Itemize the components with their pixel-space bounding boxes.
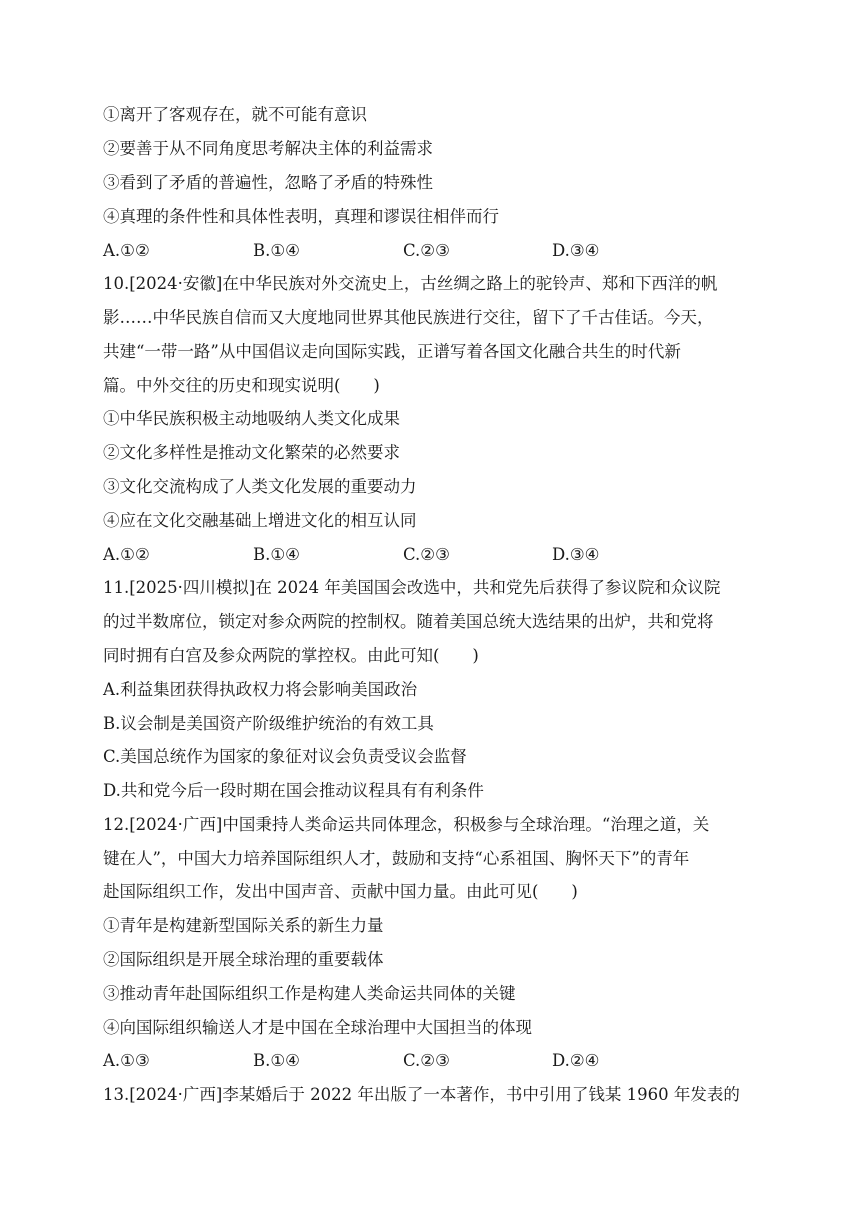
q9-statement-3: ③看到了矛盾的普遍性，忽略了矛盾的特殊性: [103, 173, 433, 192]
q9-options: [103, 239, 763, 263]
q12-stem-line-3: 赴国际组织工作，发出中国声音、贡献中国力量。由此可见( ): [103, 882, 578, 901]
option-c: C.②③: [403, 545, 450, 564]
q12-statement-2: ②国际组织是开展全球治理的重要载体: [103, 950, 384, 969]
q10-statement-2: ②文化多样性是推动文化繁荣的必然要求: [103, 443, 400, 462]
option-d: D.③④: [552, 545, 600, 564]
q9-statement-1: ①离开了客观存在，就不可能有意识: [103, 105, 367, 124]
q12-statement-1: ①青年是构建新型国际关系的新生力量: [103, 916, 384, 935]
option-b: B.①④: [253, 545, 300, 564]
option-d: D.③④: [552, 241, 600, 260]
q10-stem-line-1: 10.[2024·安徽]在中华民族对外交流史上，古丝绸之路上的驼铃声、郑和下西洋的帆: [103, 274, 718, 293]
q13-stem-line-1: 13.[2024·广西]李某婚后于 2022 年出版了一本著作，书中引用了钱某 1960 年发表的: [103, 1085, 740, 1104]
q10-stem-line-2: 影……中华民族自信而又大度地同世界其他民族进行交往，留下了千古佳话。今天，: [103, 308, 714, 327]
q10-statement-3: ③文化交流构成了人类文化发展的重要动力: [103, 477, 417, 496]
q11-stem-line-2: 的过半数席位，锁定对参众两院的控制权。随着美国总统大选结果的出炉，共和党将: [103, 612, 714, 631]
option-c: C.②③: [403, 241, 450, 260]
q11-stem-line-1: 11.[2025·四川模拟]在 2024 年美国国会改选中，共和党先后获得了参议院和众议院: [103, 578, 721, 597]
q12-statement-3: ③推动青年赴国际组织工作是构建人类命运共同体的关键: [103, 984, 516, 1003]
q10-options: [103, 543, 763, 567]
q11-option-d: D.共和党今后一段时期在国会推动议程具有有利条件: [103, 781, 484, 800]
option-b: B.①④: [253, 241, 300, 260]
q12-stem-line-2: 键在人”，中国大力培养国际组织人才，鼓励和支持“心系祖国、胸怀天下”的青年: [103, 849, 690, 868]
option-a: A.①③: [103, 1051, 150, 1070]
q10-statement-1: ①中华民族积极主动地吸纳人类文化成果: [103, 409, 400, 428]
q11-option-a: A.利益集团获得执政权力将会影响美国政治: [103, 680, 418, 699]
q12-stem-line-1: 12.[2024·广西]中国秉持人类命运共同体理念，积极参与全球治理。“治理之道，关: [103, 815, 710, 834]
q10-stem-line-4: 篇。中外交往的历史和现实说明( ): [103, 376, 380, 395]
option-d: D.②④: [552, 1051, 600, 1070]
option-c: C.②③: [403, 1051, 450, 1070]
q12-options: [103, 1049, 763, 1073]
q11-option-c: C.美国总统作为国家的象征对议会负责受议会监督: [103, 747, 467, 766]
q12-statement-4: ④向国际组织输送人才是中国在全球治理中大国担当的体现: [103, 1018, 532, 1037]
q10-statement-4: ④应在文化交融基础上增进文化的相互认同: [103, 511, 417, 530]
q9-statement-2: ②要善于从不同角度思考解决主体的利益需求: [103, 139, 433, 158]
option-a: A.①②: [103, 241, 150, 260]
q10-stem-line-3: 共建“一带一路”从中国倡议走向国际实践，正谱写着各国文化融合共生的时代新: [103, 342, 681, 361]
q11-option-b: B.议会制是美国资产阶级维护统治的有效工具: [103, 714, 434, 733]
q11-stem-line-3: 同时拥有白宫及参众两院的掌控权。由此可知( ): [103, 646, 479, 665]
q9-statement-4: ④真理的条件性和具体性表明，真理和谬误往相伴而行: [103, 207, 499, 226]
option-b: B.①④: [253, 1051, 300, 1070]
option-a: A.①②: [103, 545, 150, 564]
